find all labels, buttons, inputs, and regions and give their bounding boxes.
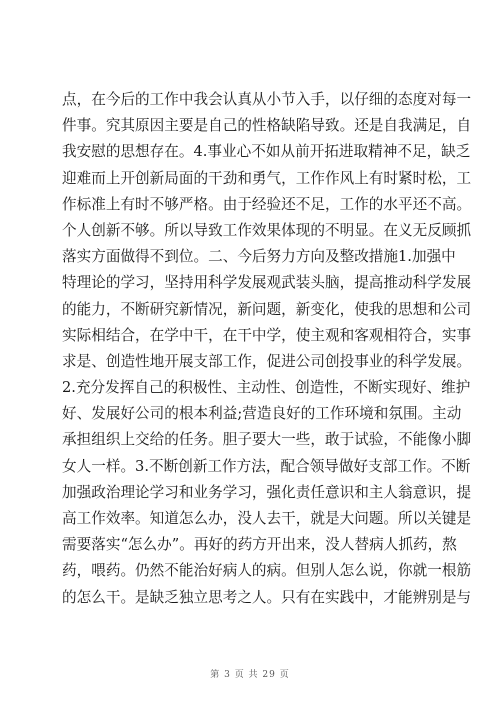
text-line: 药 ， 喂 药 。 仍 然 不 能 治 好 病 人 的 病 。 但 别 人 怎 么 说 ， 你 就 一 根 筋 [62,562,472,580]
text-line: 高 工 作 效 率 。 知 道 怎 么 办 ， 没 人 去 干 ， 就 是 大 问 题 。 所 以 关 键 是 [62,510,472,527]
text-line: 加 强 政 治 理 论 学 习 和 业 务 学 习 ， 强 化 责 任 意 识 和 主 人 翁 意 识 ， 提 [62,483,472,501]
text-line: 实 际 相 结 合 ， 在 学 中 干 ， 在 干 中 学 ， 使 主 观 和 客 观 相 符 合 ， 实 事 [62,326,472,344]
text-line: 求 是 、 创 造 性 地 开 展 支 部 工 作 ， 促 进 公 司 创 投 事 业 的 科 学 发 展 。 [62,352,472,370]
text-line: 迎 难 而 上 开 创 新 局 面 的 干 劲 和 勇 气 ， 工 作 作 风 上 有 时 紧 时 松 ， 工 [62,169,472,187]
text-line: 件 事 。 究 其 原 因 主 要 是 自 己 的 性 格 缺 陷 导 致 。 还 是 自 我 满 足 ， 自 [62,117,472,135]
text-line: 个 人 创 新 不 够 。 所 以 导 致 工 作 效 果 体 现 的 不 明 显 。 在 义 无 反 顾 抓 [62,221,472,239]
body-text [62,87,472,611]
text-line: 作 标 准 上 有 时 不 够 严 格 。 由 于 经 验 还 不 足 ， 工 作 的 水 平 还 不 高 。 [62,195,472,213]
text-line: 承 担 组 织 上 交 给 的 任 务 。 胆 子 要 大 一 些 ， 敢 于 试 验 ， 不 能 像 小 脚 [62,431,472,449]
page-footer: 第 3 页 共 29 页 [210,670,290,680]
text-line: 的 怎 么 干 。 是 缺 乏 独 立 思 考 之 人 。 只 有 在 实 践 中 ， 才 能 辨 别 是 与 [62,588,472,606]
text-line: 女 人 一 样 。 3. 不 断 创 新 工 作 方 法 ， 配 合 领 导 做 好 支 部 工 作 。 不 断 [62,457,471,475]
text-line: 我 安 慰 的 思 想 存 在 。 4. 事 业 心 不 如 从 前 开 拓 进 取 精 神 不 足 ， 缺 乏 [62,143,471,161]
text-line: 的 能 力 ， 不 断 研 究 新 情 况 ， 新 问 题 ， 新 变 化 ， 使 我 的 思 想 和 公 司 [62,300,472,318]
text-line: 2. 充 分 发 挥 自 己 的 积 极 性 、 主 动 性 、 创 造 性 ， 不 断 实 现 好 、 维 护 [62,379,471,397]
text-line: 点 ， 在 今 后 的 工 作 中 我 会 认 真 从 小 节 入 手 ， 以 仔 细 的 态 度 对 每 一 [62,91,472,108]
text-line: 落 实 方 面 做 得 不 到 位 。 二 、 今 后 努 力 方 向 及 整 改 措 施 1. 加 强 中 [62,248,456,266]
text-line: 特 理 论 的 学 习 ， 坚 持 用 科 学 发 展 观 武 装 头 脑 ， 提 高 推 动 科 学 发 展 [62,274,472,292]
text-line: 好 、 发 展 好 公 司 的 根 本 利 益 ; 营 造 良 好 的 工 作 环 境 和 氛 围 。 主 动 [62,405,462,423]
text-line: 需 要 落 实 “ 怎 么 办 ” 。 再 好 的 药 方 开 出 来 ， 没 人 替 病 人 抓 药 ， 熬 [62,536,457,554]
